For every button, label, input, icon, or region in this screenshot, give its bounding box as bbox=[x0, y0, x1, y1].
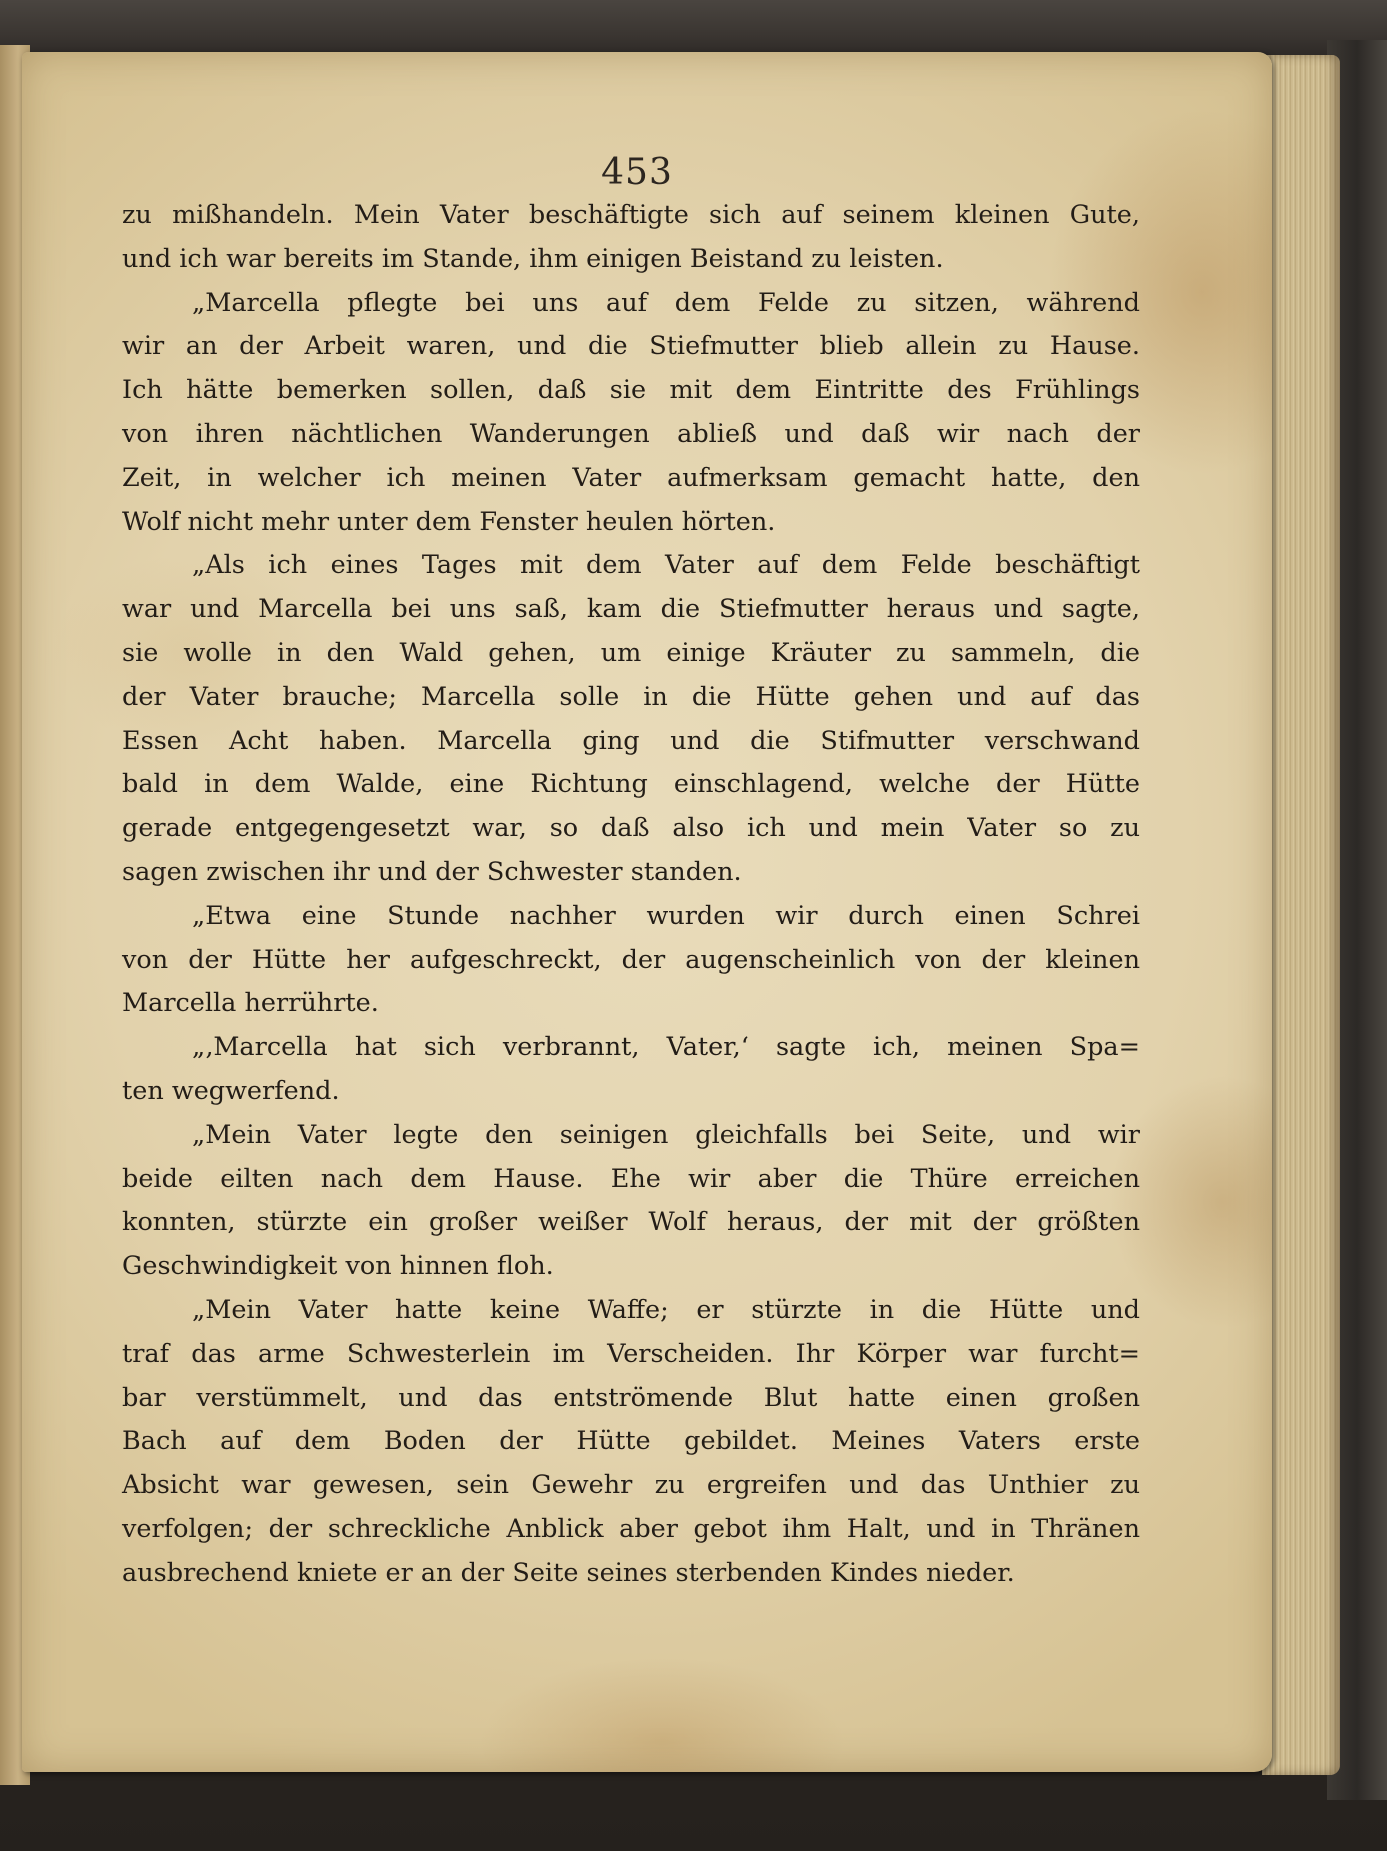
text-line: „Marcella pflegte bei uns auf dem Felde zu sitzen, während bbox=[192, 287, 1140, 318]
text-line: verfolgen; der schreckliche Anblick aber gebot ihm Halt, und in Thränen bbox=[122, 1513, 1140, 1544]
text-line: beide eilten nach dem Hause. Ehe wir aber die Thüre erreichen bbox=[122, 1163, 1140, 1194]
text-line: „Als ich eines Tages mit dem Vater auf dem Felde beschäftigt bbox=[192, 550, 1140, 581]
book-page bbox=[22, 52, 1272, 1772]
text-line: konnten, stürzte ein großer weißer Wolf heraus, der mit der größten bbox=[122, 1207, 1140, 1238]
stacked-page-edges bbox=[1262, 55, 1340, 1775]
text-line: Ich hätte bemerken sollen, daß sie mit dem Eintritte des Frühlings bbox=[122, 375, 1140, 406]
text-line: „Mein Vater hatte keine Waffe; er stürzte in die Hütte und bbox=[192, 1294, 1140, 1325]
text-line: zu mißhandeln. Mein Vater beschäftigte sich auf seinem kleinen Gute, bbox=[122, 200, 1140, 230]
text-line: traf das arme Schwesterlein im Verscheiden. Ihr Körper war furcht= bbox=[122, 1338, 1140, 1369]
text-line: sagen zwischen ihr und der Schwester standen. bbox=[122, 856, 742, 887]
text-line: bar verstümmelt, und das entströmende Blut hatte einen großen bbox=[122, 1382, 1140, 1413]
text-line: Marcella herrührte. bbox=[122, 988, 379, 1019]
text-line: Bach auf dem Boden der Hütte gebildet. Meines Vaters erste bbox=[122, 1426, 1140, 1457]
text-line: ten wegwerfend. bbox=[122, 1075, 340, 1106]
text-line: Wolf nicht mehr unter dem Fenster heulen hörten. bbox=[122, 506, 776, 537]
text-line: ausbrechend kniete er an der Seite seines sterbenden Kindes nieder. bbox=[122, 1557, 1015, 1588]
text-line: bald in dem Walde, eine Richtung einschlagend, welche der Hütte bbox=[122, 769, 1140, 800]
page-number: 453 bbox=[601, 152, 673, 193]
text-line: gerade entgegengesetzt war, so daß also ich und mein Vater so zu bbox=[122, 813, 1140, 844]
text-line: war und Marcella bei uns saß, kam die Stiefmutter heraus und sagte, bbox=[122, 594, 1140, 625]
text-line: von ihren nächtlichen Wanderungen abließ und daß wir nach der bbox=[122, 418, 1140, 449]
text-line: Absicht war gewesen, sein Gewehr zu ergreifen und das Unthier zu bbox=[122, 1470, 1140, 1501]
text-line: wir an der Arbeit waren, und die Stiefmutter blieb allein zu Hause. bbox=[122, 331, 1140, 362]
text-line: Zeit, in welcher ich meinen Vater aufmerksam gemacht hatte, den bbox=[122, 462, 1140, 493]
text-line: Essen Acht haben. Marcella ging und die Stifmutter verschwand bbox=[122, 725, 1140, 756]
text-line: sie wolle in den Wald gehen, um einige Kräuter zu sammeln, die bbox=[122, 637, 1140, 668]
book-cover-top-edge bbox=[0, 0, 1387, 60]
text-line: und ich war bereits im Stande, ihm einigen Beistand zu leisten. bbox=[122, 243, 944, 274]
text-line: „Mein Vater legte den seinigen gleichfalls bei Seite, und wir bbox=[192, 1119, 1140, 1150]
text-line: von der Hütte her aufgeschreckt, der augenscheinlich von der kleinen bbox=[122, 944, 1140, 975]
text-line: der Vater brauche; Marcella solle in die Hütte gehen und auf das bbox=[122, 681, 1140, 712]
text-line: Geschwindigkeit von hinnen floh. bbox=[122, 1251, 554, 1282]
text-line: „‚Marcella hat sich verbrannt, Vater,‘ sagte ich, meinen Spa= bbox=[192, 1032, 1140, 1063]
text-line: „Etwa eine Stunde nachher wurden wir durch einen Schrei bbox=[192, 900, 1140, 931]
page-text-block bbox=[122, 194, 1140, 1596]
